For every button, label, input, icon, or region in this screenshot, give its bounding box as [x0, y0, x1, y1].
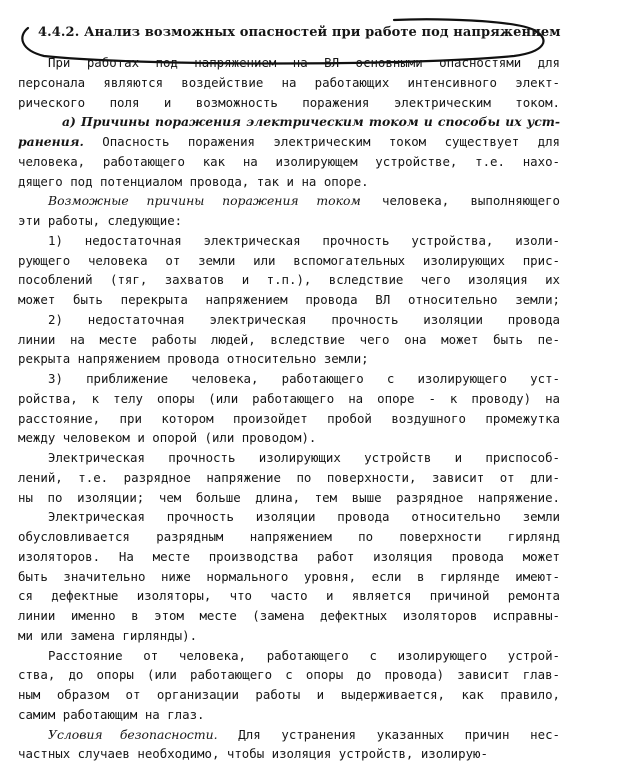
text-line — [18, 549, 560, 565]
text-line — [18, 351, 369, 367]
text-line — [48, 193, 560, 209]
text-line — [48, 509, 560, 525]
text-run: Для устранения указанных причин нес- — [217, 727, 561, 742]
text-run: линии именно в этом месте (замена дефектных изоляторов исправны- — [18, 608, 560, 623]
text-run: ны по изоляции; чем больше длина, тем выше разрядное напряжение. — [18, 490, 560, 505]
text-run: быть значительно ниже нормального уровня, если в гирлянде имеют- — [18, 569, 560, 584]
text-line — [18, 470, 560, 486]
text-line — [18, 628, 197, 644]
text-line — [48, 371, 560, 387]
italic-run: Условия безопасности. — [48, 727, 218, 742]
section-heading: 4.4.2. Анализ возможных опасностей при работе под напряжением — [38, 25, 561, 40]
text-line — [48, 55, 560, 71]
text-line — [18, 667, 560, 683]
text-line — [48, 450, 560, 466]
bold-italic-run: ранения. — [18, 134, 84, 149]
text-run: Электрическая прочность изоляции провода относительно земли — [48, 509, 560, 524]
text-line — [48, 233, 560, 249]
bold-italic-run: а) Причины поражения электрическим током и способы их уст- — [62, 114, 560, 129]
text-run: расстояние, при котором произойдет пробой воздушного промежутка — [18, 411, 560, 426]
text-run: рующего человека от земли или вспомогательных изолирующих прис- — [18, 253, 560, 268]
text-run: частных случаев необходимо, чтобы изоляция устройств, изолирую- — [18, 746, 488, 761]
text-line — [18, 707, 205, 723]
text-line — [48, 648, 560, 664]
text-line — [18, 569, 560, 585]
text-line — [18, 608, 560, 624]
text-run: ся дефектные изоляторы, что часто и является причиной ремонта — [18, 588, 560, 603]
text-run: Электрическая прочность изолирующих устройств и приспособ- — [48, 450, 560, 465]
text-line — [18, 253, 560, 269]
text-line — [18, 391, 560, 407]
text-line — [18, 430, 316, 446]
text-line — [18, 529, 560, 545]
text-line — [18, 411, 560, 427]
text-line — [18, 95, 560, 111]
text-run: 1) недостаточная электрическая прочность устройства, изоли- — [48, 233, 560, 248]
text-line — [18, 588, 560, 604]
text-run: 3) приближение человека, работающего с изолирующего уст- — [48, 371, 560, 386]
text-run: Опасность поражения электрическим током существует для — [83, 134, 560, 149]
text-run: Расстояние от человека, работающего с изолирующего устрой- — [48, 648, 560, 663]
text-run: При работах под напряжением на ВЛ основными опасностями для — [48, 55, 560, 70]
text-run: дящего под потенциалом провода, так и на опоре. — [18, 174, 369, 189]
text-line — [18, 272, 560, 288]
text-line — [18, 134, 560, 150]
text-run: между человеком и опорой (или проводом). — [18, 430, 317, 445]
text-run: 2) недостаточная электрическая прочность изоляции провода — [48, 312, 560, 327]
text-line — [18, 687, 560, 703]
text-line — [18, 746, 488, 762]
text-run: изоляторов. На месте производства работ изоляция провода может — [18, 549, 560, 564]
text-run: эти работы, следующие: — [18, 213, 183, 228]
text-run: может быть перекрыта напряжением провода ВЛ относительно земли; — [18, 292, 560, 307]
text-line — [18, 75, 560, 91]
text-run: персонала являются воздействие на работающих интенсивного элект- — [18, 75, 560, 90]
text-line — [48, 727, 560, 743]
text-run: ройства, к телу опоры (или работающего на опоре - к проводу) на — [18, 391, 560, 406]
text-line — [48, 312, 560, 328]
text-line — [18, 174, 369, 190]
text-run: рического поля и возможность поражения электрическим током. — [18, 95, 560, 110]
text-run: рекрыта напряжением провода относительно земли; — [18, 351, 369, 366]
text-line — [18, 332, 560, 348]
text-line — [18, 292, 560, 308]
text-run: пособлений (тяг, захватов и т.п.), вследствие чего изоляция их — [18, 272, 560, 287]
text-run: человека, выполняющего — [360, 193, 560, 208]
text-run: лений, т.е. разрядное напряжение по поверхности, зависит от дли- — [18, 470, 560, 485]
italic-run: Возможные причины поражения током — [48, 193, 361, 208]
text-line — [62, 114, 560, 130]
text-run: человека, работающего как на изолирующем устройстве, т.е. нахо- — [18, 154, 560, 169]
text-run: ства, до опоры (или работающего с опоры до провода) зависит глав- — [18, 667, 560, 682]
text-line — [18, 213, 182, 229]
text-run: ным образом от организации работы и выдерживается, как правило, — [18, 687, 560, 702]
text-run: обусловливается разрядным напряжением по поверхности гирлянд — [18, 529, 560, 544]
text-line — [18, 490, 560, 506]
text-run: ми или замена гирлянды). — [18, 628, 198, 643]
text-run: линии на месте работы людей, вследствие чего она может быть пе- — [18, 332, 560, 347]
text-run: самим работающим на глаз. — [18, 707, 205, 722]
text-line — [18, 154, 560, 170]
